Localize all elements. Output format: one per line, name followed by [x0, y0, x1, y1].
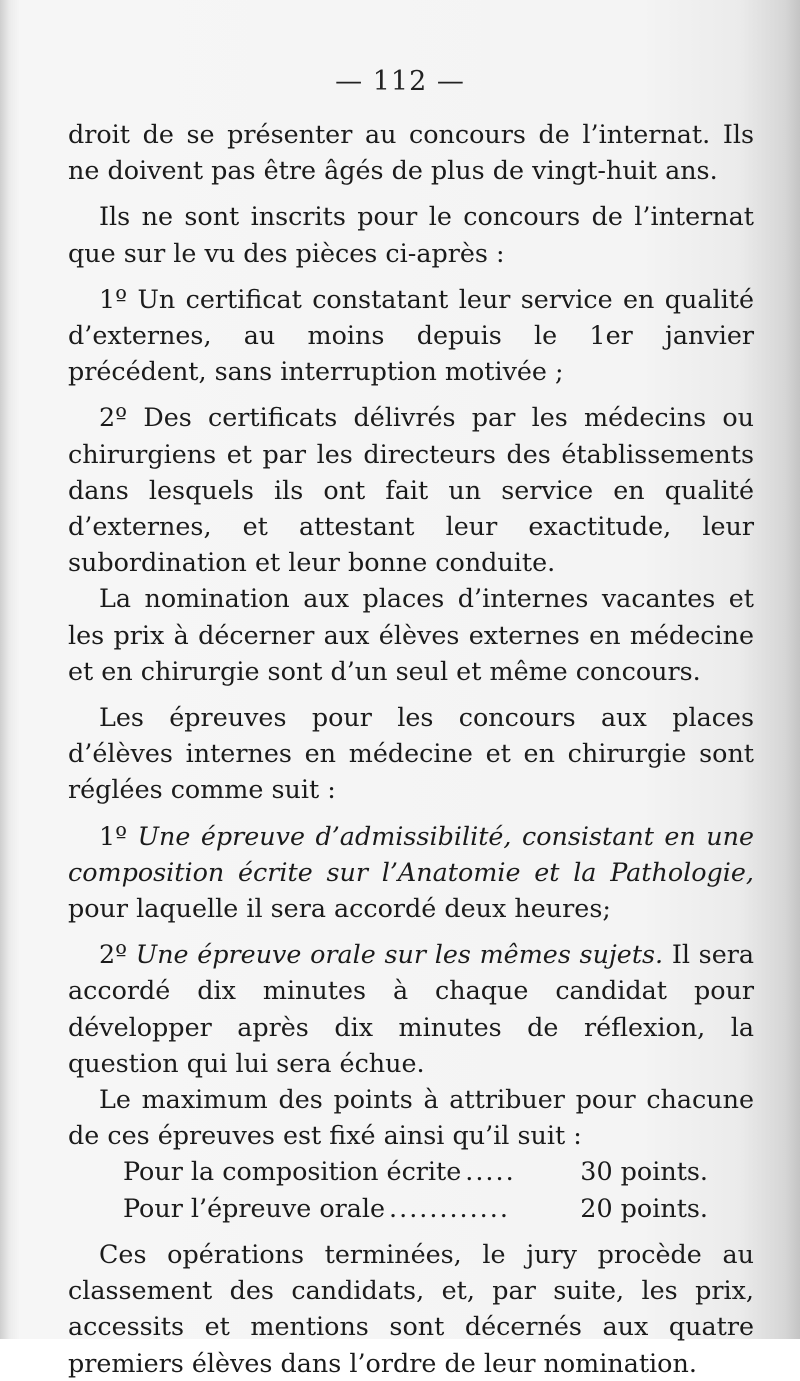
- epreuve-detail: Il sera accordé dix minutes à chaque candidat pour développer après dix minutes de réflexion, la question qui lui sera échue.: [68, 939, 754, 1078]
- paragraph-maximum: Le maximum des points à attribuer pour chacune de ces épreuves est fixé ainsi qu’il suit :: [68, 1084, 754, 1151]
- epreuve-number: 2º: [99, 939, 128, 970]
- score-row-ecrite: [68, 1153, 708, 1189]
- paragraph-certificat-1: 1º Un certificat constatant leur service en qualité d’externes, au moins depuis le 1er janvier précédent, sans interruption motivée ;: [68, 283, 754, 387]
- paragraph-inscription: Ils ne sont inscrits pour le concours de l’internat que sur le vu des pièces ci-après :: [68, 201, 754, 268]
- epreuve-title: Une épreuve orale sur les mêmes sujets.: [135, 939, 664, 970]
- score-label: Pour la composition écrite: [123, 1156, 462, 1187]
- epreuve-admissibilite: [68, 818, 754, 927]
- score-row-orale: [68, 1190, 708, 1226]
- epreuve-orale: [68, 936, 754, 1081]
- page-body: [68, 116, 754, 1381]
- score-label: Pour l’épreuve orale: [123, 1192, 386, 1223]
- paragraph-certificat-2: 2º Des certificats délivrés par les médecins ou chirurgiens et par les directeurs des établissements dans lesquels ils ont fait un service en qualité d’externes, et attestant leur exactitude, leur subordination et leur bonne conduite.: [68, 402, 754, 578]
- epreuve-title: Une épreuve d’admissibilité, consistant en une composition écrite sur l’Anatomie et la Pathologie,: [68, 820, 754, 887]
- score-leader-dots: .....: [465, 1156, 516, 1187]
- paragraph-epreuves: Les épreuves pour les concours aux places d’élèves internes en médecine et en chirurgie sont réglées comme suit :: [68, 702, 754, 805]
- paragraph-continuation: droit de se présenter au concours de l’internat. Ils ne doivent pas être âgés de plus de vingt-huit ans.: [68, 119, 754, 186]
- score-leader-dots: ............: [389, 1192, 510, 1223]
- paragraph-nomination: La nomination aux places d’internes vacantes et les prix à décerner aux élèves externes en médecine et en chirurgie sont d’un seul et même concours.: [68, 583, 754, 686]
- epreuve-number: 1º: [99, 820, 128, 851]
- page-number: — 112 —: [335, 66, 465, 97]
- paragraph-classement: Ces opérations terminées, le jury procède au classement des candidats, et, par suite, les prix, accessits et mentions sont décernés aux quatre premiers élèves dans l’ordre de leur nomination.: [68, 1238, 754, 1378]
- score-points: 20 points.: [580, 1192, 708, 1223]
- score-points: 30 points.: [580, 1156, 708, 1187]
- epreuve-detail: pour laquelle il sera accordé deux heures;: [68, 893, 611, 924]
